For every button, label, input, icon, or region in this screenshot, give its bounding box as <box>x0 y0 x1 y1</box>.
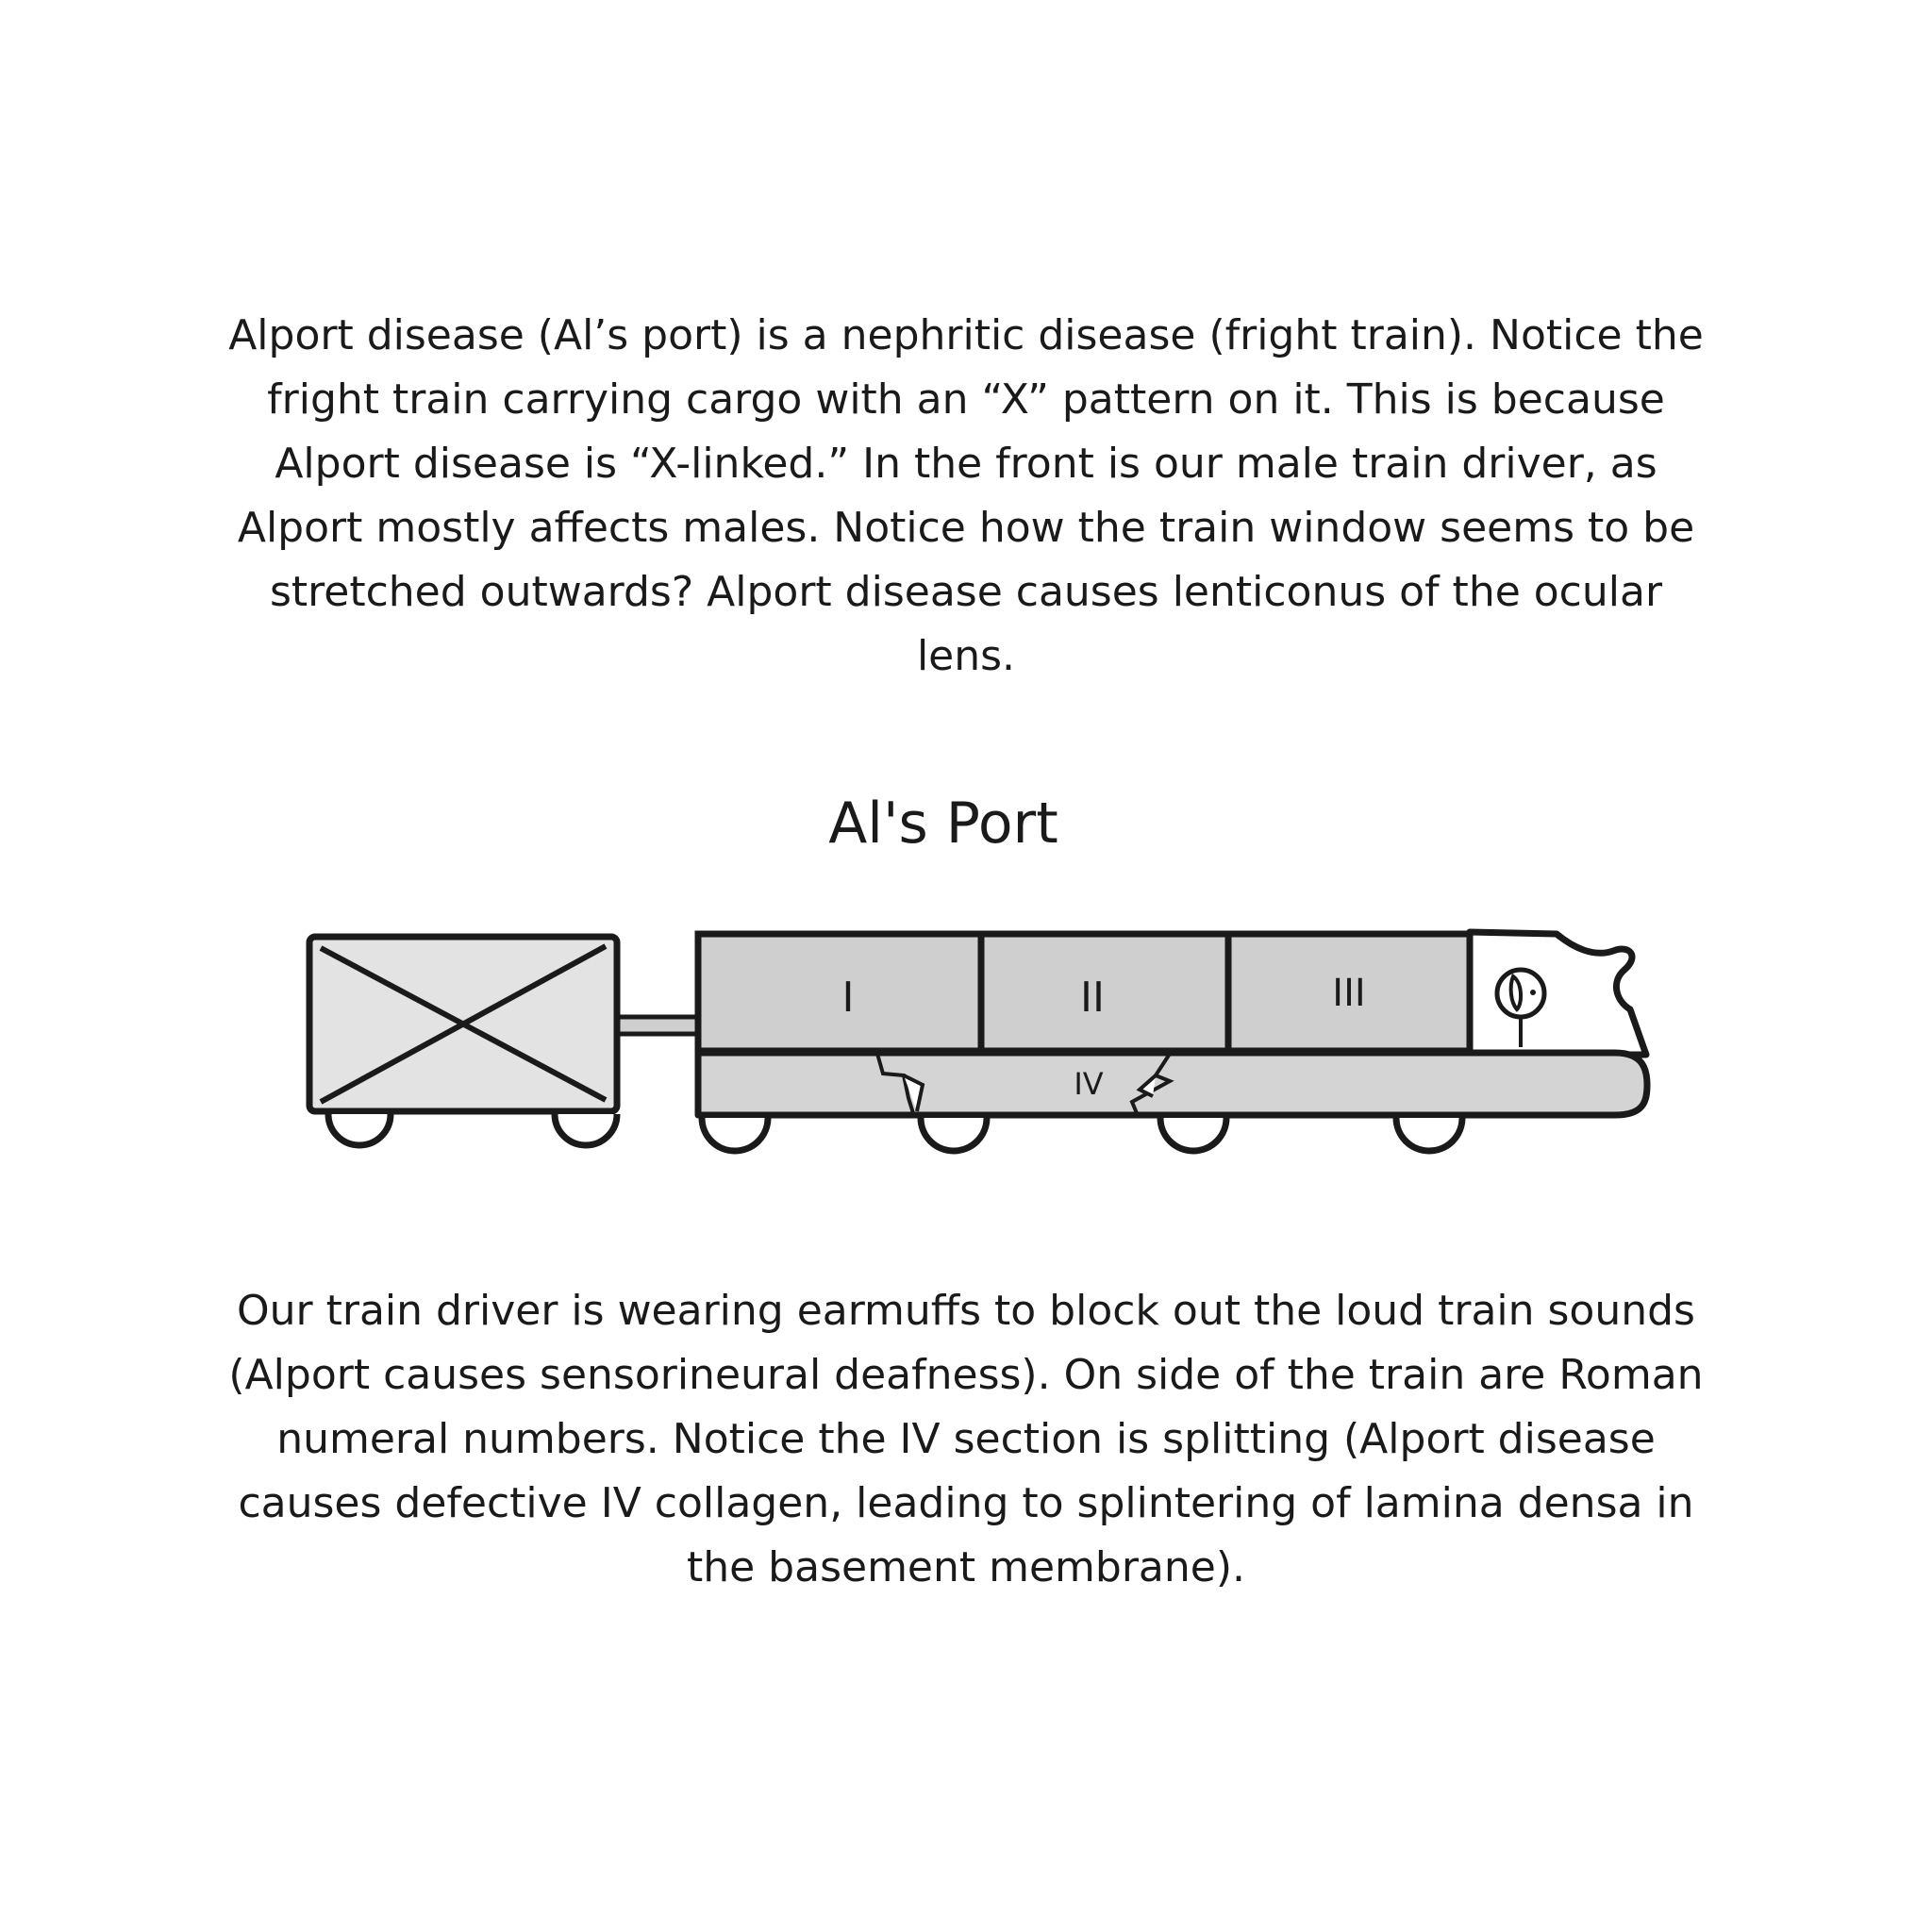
coupler <box>618 1017 701 1034</box>
outro-paragraph: Our train driver is wearing earmuffs to block out the loud train sounds (Alport causes sensorineural deafness). On side of the train are Roman numeral numbers. Notice the IV section is splitting (Alport disease causes defective IV collagen, leading to splintering of lamina densa in the basement membrane). <box>228 1287 1704 1591</box>
illustration-title: Al's Port <box>828 791 1058 857</box>
intro-paragraph: Alport disease (Al’s port) is a nephritic disease (fright train). Notice the fright train carrying cargo with an “X” pattern on it. This is because Alport disease is “X-linked.” In the front is our male train driver, as Alport mostly affects males. Notice how the train window seems to be stretched outwards? Alport disease causes lenticonus of the ocular lens. <box>228 311 1704 680</box>
cargo-car <box>309 937 617 1111</box>
train-lower-section-four <box>698 1053 1647 1115</box>
section-four-label: IV <box>1074 1066 1104 1102</box>
section-three-label: III <box>1332 972 1366 1015</box>
cargo-wheels <box>328 1114 617 1145</box>
locomotive-cab <box>1470 932 1646 1055</box>
section-two-panel <box>981 934 1228 1051</box>
section-one-label: I <box>841 974 855 1022</box>
section-two-label: II <box>1080 974 1105 1022</box>
train-wheels <box>702 1118 1462 1151</box>
section-one-panel <box>698 934 981 1051</box>
alports-train-illustration <box>0 755 1932 1189</box>
